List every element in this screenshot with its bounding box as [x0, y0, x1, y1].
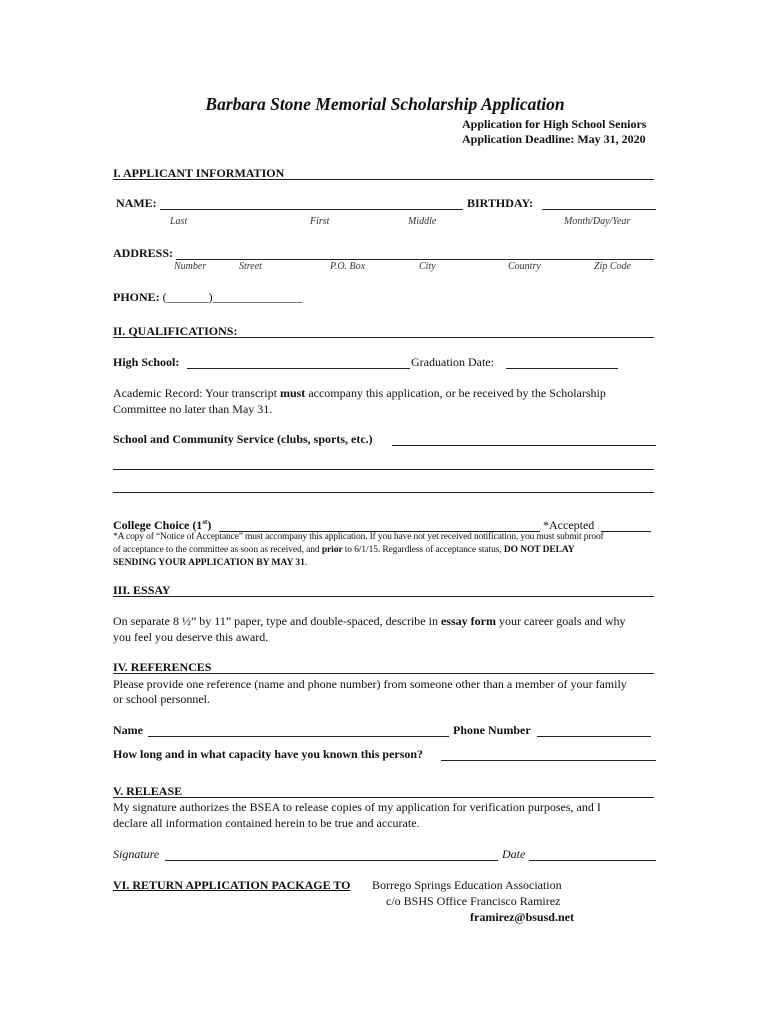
- reference-phone-field[interactable]: [537, 736, 651, 737]
- address-sublabel-pobox: P.O. Box: [330, 261, 366, 272]
- note-text-part: to 6/1/15. Regardless of acceptance status,: [342, 545, 504, 555]
- phone-field[interactable]: (_______)_______________: [162, 290, 303, 304]
- academic-record-text: [113, 386, 606, 401]
- college-label-text: College Choice (1: [113, 518, 203, 532]
- section-references-heading: IV. REFERENCES: [113, 660, 212, 674]
- references-instructions-line2: or school personnel.: [113, 692, 210, 706]
- references-instructions: Please provide one reference (name and phone number) from someone other than a member of your family: [113, 677, 627, 691]
- application-deadline: Application Deadline: May 31, 2020: [462, 132, 646, 146]
- high-school-field[interactable]: [187, 368, 410, 369]
- reference-phone-label: Phone Number: [453, 723, 531, 737]
- academic-text-part: Academic Record: Your transcript: [113, 386, 280, 400]
- signature-label: Signature: [113, 847, 160, 861]
- high-school-label: High School:: [113, 355, 180, 369]
- section-underline: [113, 797, 654, 798]
- date-label: Date: [502, 847, 526, 861]
- address-sublabel-number: Number: [174, 261, 207, 272]
- reference-howlong-label: How long and in what capacity have you known this person?: [113, 747, 424, 761]
- service-field-line3[interactable]: [113, 492, 654, 493]
- accepted-field[interactable]: [601, 531, 651, 532]
- section-underline: [113, 596, 654, 597]
- essay-form-emphasis: essay form: [440, 614, 496, 628]
- address-label: ADDRESS:: [113, 246, 174, 260]
- college-label-sup: st: [202, 518, 208, 526]
- academic-text-part: accompany this application, or be received by the Scholarship: [305, 386, 606, 400]
- graduation-date-field[interactable]: [506, 368, 618, 369]
- essay-instructions: [113, 614, 626, 629]
- address-sublabel-street: Street: [239, 261, 262, 272]
- phone-row[interactable]: [113, 290, 303, 305]
- accepted-label: *Accepted: [543, 518, 595, 532]
- acceptance-note-line2: [113, 545, 575, 555]
- section-return-heading: VI. RETURN APPLICATION PACKAGE TO: [113, 878, 351, 892]
- address-sublabel-country: Country: [508, 261, 541, 272]
- college-label-close: ): [207, 518, 212, 532]
- graduation-date-label: Graduation Date:: [411, 355, 494, 369]
- reference-name-label: Name: [113, 723, 143, 737]
- section-qualifications-heading: II. QUALIFICATIONS:: [113, 324, 238, 338]
- birthday-sublabel: Month/Day/Year: [564, 216, 631, 227]
- note-text-part: of acceptance to the committee as soon as received, and: [113, 545, 322, 555]
- address-sublabel-city: City: [419, 261, 436, 272]
- reference-name-field[interactable]: [148, 736, 449, 737]
- page-title: Barbara Stone Memorial Scholarship Application: [205, 94, 565, 114]
- release-text: My signature authorizes the BSEA to release copies of my application for verification purposes, and I: [113, 800, 601, 814]
- note-deadline-emphasis: SENDING YOUR APPLICATION BY MAY 31: [113, 558, 305, 568]
- name-sublabel-first: First: [310, 216, 330, 227]
- acceptance-note: *A copy of “Notice of Acceptance” must accompany this application. If you have not yet received notification, you must submit proof: [113, 532, 604, 542]
- name-field[interactable]: [160, 209, 463, 210]
- acceptance-note-line3: [113, 558, 307, 568]
- name-sublabel-last: Last: [170, 216, 188, 227]
- service-label: School and Community Service (clubs, sports, etc.): [113, 432, 373, 446]
- service-field-line2[interactable]: [113, 469, 654, 470]
- signature-field[interactable]: [165, 860, 498, 861]
- birthday-field[interactable]: [542, 209, 656, 210]
- page-subtitle: Application for High School Seniors: [462, 117, 647, 131]
- essay-text-part: your career goals and why: [495, 614, 626, 628]
- note-do-not-delay: DO NOT DELAY: [503, 545, 575, 555]
- name-sublabel-middle: Middle: [408, 216, 437, 227]
- service-field[interactable]: [392, 445, 656, 446]
- release-text-line2: declare all information contained herein to be true and accurate.: [113, 816, 420, 830]
- section-release-heading: V. RELEASE: [113, 784, 183, 798]
- return-email-link[interactable]: framirez@bsusd.net: [470, 910, 574, 924]
- return-organization: Borrego Springs Education Association: [372, 878, 562, 892]
- address-field[interactable]: [176, 259, 654, 260]
- note-prior-emphasis: prior: [321, 545, 343, 555]
- section-applicant-information-heading: I. APPLICANT INFORMATION: [113, 166, 285, 180]
- college-choice-label: [113, 518, 211, 533]
- address-sublabel-zip: Zip Code: [594, 261, 631, 272]
- essay-text-part: On separate 8 ½” by 11” paper, type and double-spaced, describe in: [113, 614, 441, 628]
- birthday-label: BIRTHDAY:: [467, 196, 534, 210]
- section-underline: [113, 673, 654, 674]
- date-field[interactable]: [529, 860, 656, 861]
- academic-must-emphasis: must: [279, 386, 306, 400]
- note-text-part: .: [304, 558, 308, 568]
- return-office: c/o BSHS Office Francisco Ramirez: [386, 894, 561, 908]
- phone-label: PHONE:: [113, 290, 160, 304]
- section-underline: [113, 337, 654, 338]
- section-underline: [113, 179, 654, 180]
- essay-instructions-line2: you feel you deserve this award.: [113, 630, 269, 644]
- reference-howlong-field[interactable]: [441, 760, 656, 761]
- academic-record-text-line2: Committee no later than May 31.: [113, 402, 273, 416]
- section-essay-heading: III. ESSAY: [113, 583, 171, 597]
- name-label: NAME:: [116, 196, 157, 210]
